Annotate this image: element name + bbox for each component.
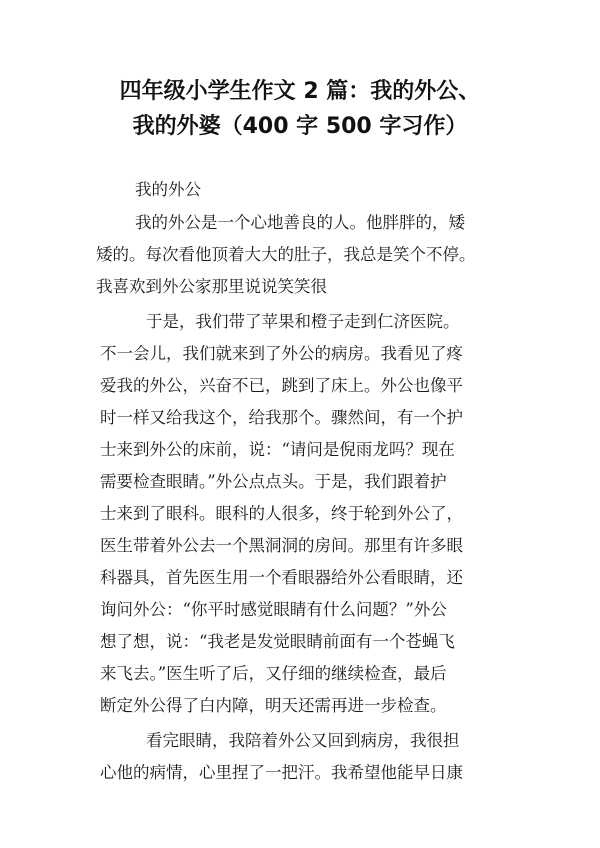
body-line: 爱我的外公，兴奋不已，跳到了床上。外公也像平	[100, 376, 463, 395]
body-line: 询问外公：“你平时感觉眼睛有什么问题？”外公	[100, 600, 447, 619]
body-line: 士来到外公的床前，说：“请问是倪雨龙吗？现在	[100, 440, 455, 459]
body-line: 我的外公是一个心地善良的人。他胖胖的，矮	[135, 213, 465, 232]
body-line: 需要检查眼睛。”外公点点头。于是，我们跟着护	[100, 472, 447, 491]
document-title-line-1: 四年级小学生作文 2 篇：我的外公、	[119, 79, 481, 104]
body-line: 来飞去。”医生听了后，又仔细的继续检查，最后	[100, 664, 447, 683]
body-line: 时一样又给我这个，给我那个。骤然间，有一个护	[100, 408, 463, 427]
body-line: 不一会儿，我们就来到了外公的病房。我看见了疼	[100, 344, 463, 363]
body-line: 心他的病情，心里捏了一把汗。我希望他能早日康	[100, 763, 463, 782]
body-line: 矮的。每次看他顶着大大的肚子，我总是笑个不停。	[96, 245, 476, 264]
body-line: 科器具，首先医生用一个看眼器给外公看眼睛，还	[100, 568, 463, 587]
document-title-line-2: 我的外婆（400 字 500 字习作）	[132, 114, 468, 139]
body-line: 士来到了眼科。眼科的人很多，终于轮到外公了，	[100, 504, 463, 523]
body-line: 我喜欢到外公家那里说说笑笑很	[96, 277, 327, 296]
body-line: 断定外公得了白内障，明天还需再进一步检查。	[100, 696, 447, 715]
section-heading: 我的外公	[135, 180, 201, 199]
body-line: 医生带着外公去一个黑洞洞的房间。那里有许多眼	[100, 536, 463, 555]
body-line: 于是，我们带了苹果和橙子走到仁济医院。	[146, 312, 460, 331]
body-line: 想了想，说：“我老是发觉眼睛前面有一个苍蝇飞	[100, 632, 455, 651]
body-line: 看完眼睛，我陪着外公又回到病房，我很担	[146, 731, 460, 750]
